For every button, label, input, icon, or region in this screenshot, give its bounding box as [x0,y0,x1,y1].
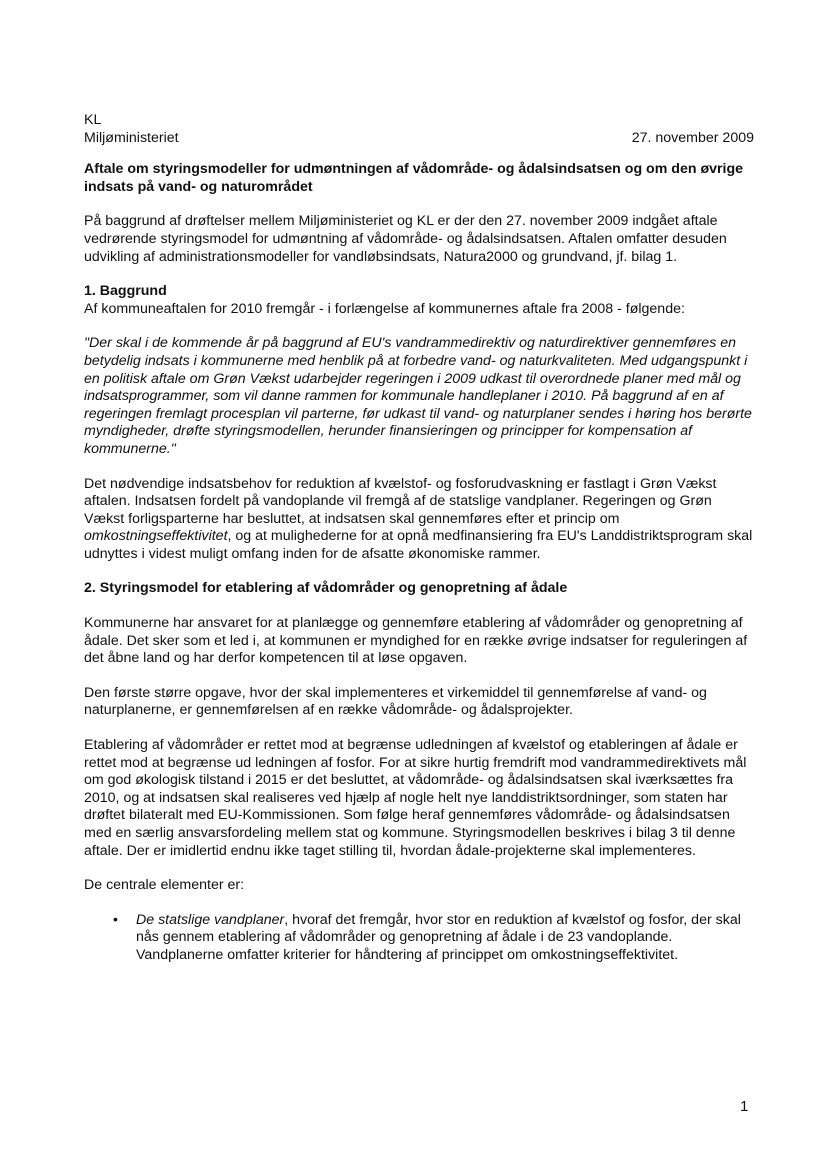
header-org: KL [84,112,102,128]
list-item [84,912,754,965]
list-item-text [136,912,754,965]
section-2-paragraph-2: Den første større opgave, hvor der skal implementeres et virkemiddel til gennemførelse af vand- og naturplanerne, er gennemførelsen af en række vådområde- og ådalsprojekter. [84,684,707,719]
section-1-lead: Af kommuneaftalen for 2010 fremgår - i forlængelse af kommunernes aftale fra 2008 - følgende: [84,300,685,317]
section-1-paragraph-end: , og at mulighederne for at opnå medfinansiering fra EU's Landdistriktsprogram skal udnyttes i videst muligt omfang inden for de afsatte økonomiske rammer. [84,528,753,562]
section-1-paragraph-italic: omkostningseffektivitet [84,528,228,545]
document-body [84,112,754,965]
list-item-body: , hvoraf det fremgår, hvor stor en reduktion af kvælstof og fosfor, der skal nås gennem etablering af vådområder og genopretning af ådale i de 23 vandoplande. Vandplanerne omfatter kriterier for håndtering af princippet om omkostningseffektivitet. [136,911,741,963]
list-item-lead: De statslige vandplaner [136,911,285,928]
section-2-paragraph-1: Kommunerne har ansvaret for at planlægge og gennemføre etablering af vådområder og genopretning af ådale. Det sker som et led i, at kommunen er myndighed for en række øvrige indsatser for reguleringen af det åbne land og har derfor kompetencen til at løse opgaven. [84,615,748,667]
section-2-paragraph-3: Etablering af vådområder er rettet mod at begrænse udledningen af kvælstof og etableringen af ådale er rettet mod at begrænse ud ledningen af fosfor. For at sikre hurtig fremdrift mod vandrammedirektivets mål om god økologisk tilstand i 2015 er det besluttet, at vådområde- og ådalsindsatsen skal iværksættes fra 2010, og at indsatsen skal realiseres ved hjælp af nogle helt nye landdistriktsordninger, som staten har drøftet bilateralt med EU-Kommissionen. Som følge heraf gennemføres vådområde- og ådalsindsatsen med en særlig ansvarsfordeling mellem stat og kommune. Styringsmodellen beskrives i bilag 3 til denne aftale. Der er imidlertid endnu ikke taget stilling til, hvordan ådale-projekterne skal implementeres. [84,737,747,859]
section-2-elements-intro: De centrale elementer er: [84,877,245,894]
section-1-paragraph-start: Det nødvendige indsatsbehov for reduktion af kvælstof- og fosforudvaskning er fastlagt i Grøn Vækst aftalen. Indsatsen fordelt på vandoplande vil fremgå af de statslige vandplaner. Regeringen og Grøn Vækst forligsparterne har besluttet, at indsatsen skal gennemføres efter et princip om [84,475,717,527]
header-date: 27. november 2009 [631,129,754,146]
section-1-quote: "Der skal i de kommende år på baggrund af EU's vandrammedirektiv og naturdirektiver gennemføres en betydelig indsats i kommunerne med henblik på at forbedre vand- og naturkvaliteten. Med udgangspunkt i en politisk aftale om Grøn Vækst udarbejder regeringen i 2009 udkast til overordnede planer med mål og indsatsprogrammer, som vil danne rammen for kommunale handleplaner i 2010. På baggrund af en af regeringen fremlagt procesplan vil parterne, før udkast til vand- og naturplaner sendes i høring hos berørte myndigheder, drøfte styringsmodellen, herunder finansieringen og principper for kompensation af kommunerne." [84,335,752,457]
header-ministry: Miljøministeriet [84,129,179,146]
section-1-heading: 1. Baggrund [84,283,167,300]
intro-paragraph: På baggrund af drøftelser mellem Miljøministeriet og KL er der den 27. november 2009 indgået aftale vedrørende styringsmodel for udmøntning af vådområde- og ådalsindsatsen. Aftalen omfatter desuden udvikling af administrationsmodeller for vandløbsindsats, Natura2000 og grundvand, jf. bilag 1. [84,213,727,265]
bullet-icon: • [113,911,118,928]
central-elements-list [84,912,754,965]
page-number: 1 [740,1098,749,1115]
header-row [84,130,754,148]
section-1-paragraph [84,476,754,564]
document-title: Aftale om styringsmodeller for udmøntningen af vådområde- og ådalsindsatsen og om den øvrige indsats på vand- og naturområdet [84,161,744,195]
section-2-heading: 2. Styringsmodel for etablering af vådområder og genopretning af ådale [84,580,568,597]
